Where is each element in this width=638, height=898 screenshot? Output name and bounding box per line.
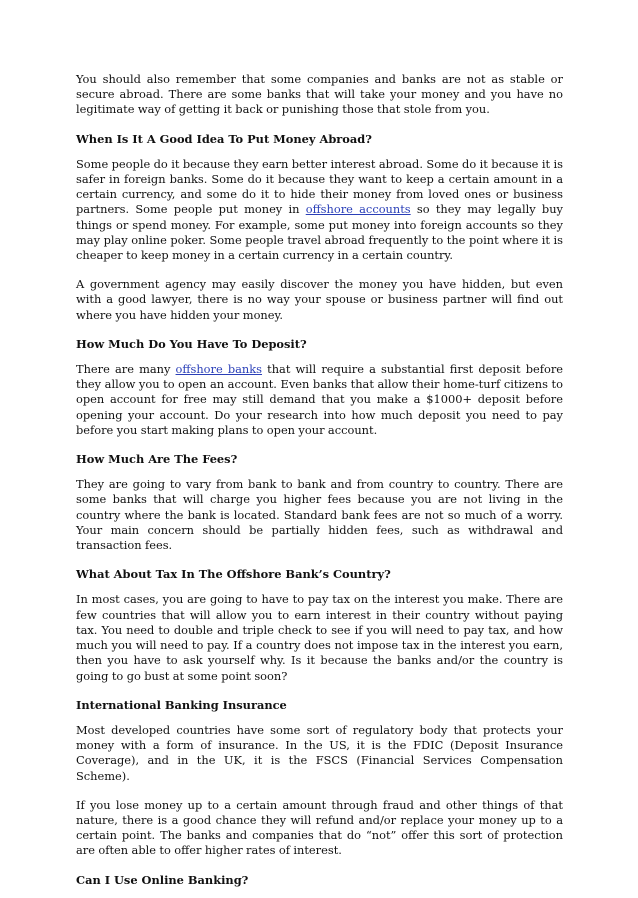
paragraph-deposit-text-2: that will require a substantial first deposit before they allow you to open an account. Even banks that allow their home-turf citizens to open account for free may still demand that you make a $1000+ deposit before opening your account. Do your research into how much deposit you need to pay before you start making plans to open your account. <box>76 362 564 437</box>
paragraph-deposit <box>76 362 563 438</box>
heading-tax: What About Tax In The Offshore Bank’s Country? <box>76 567 391 582</box>
heading-fees: How Much Are The Fees? <box>76 452 238 467</box>
paragraph-refund: If you lose money up to a certain amount through fraud and other things of that nature, there is a good chance they will refund and/or replace your money up to a certain point. The banks and companies that do “not” offer this sort of protection are often able to offer higher rates of interest. <box>76 797 563 858</box>
document-page <box>76 72 563 898</box>
heading-online-banking: Can I Use Online Banking? <box>76 872 249 887</box>
offshore-accounts-link[interactable]: offshore accounts <box>305 202 411 217</box>
paragraph-reasons-text-2: so they may legally buy things or spend money. For example, some put money into foreign accounts so they may play online poker. Some people travel abroad frequently to the point where it is cheaper to keep money in a certain currency in a certain country. <box>76 202 563 263</box>
offshore-banks-link[interactable]: offshore banks <box>175 362 263 377</box>
paragraph-reasons-text-1: Some people do it because they earn better interest abroad. Some do it because it is safer in foreign banks. Some do it because they want to keep a certain amount in a certain currency, and some do it to hide their money from loved ones or business partners. Some people put money in <box>76 156 563 217</box>
paragraph-government-agency: A government agency may easily discover the money you have hidden, but even with a good lawyer, there is no way your spouse or business partner will find out where you have hidden your money. <box>76 277 563 322</box>
heading-deposit: How Much Do You Have To Deposit? <box>76 336 307 351</box>
paragraph-deposit-text-1: There are many <box>76 362 176 377</box>
paragraph-stability-warning: You should also remember that some companies and banks are not as stable or secure abroad. There are some banks that will take your money and you have no legitimate way of getting it back or punishing those that stole from you. <box>76 72 563 117</box>
paragraph-fees: They are going to vary from bank to bank and from country to country. There are some banks that will charge you higher fees because you are not living in the country where the bank is located. Standard bank fees are not so much of a worry. Your main concern should be partially hidden fees, such as withdrawal and transaction fees. <box>76 477 563 553</box>
paragraph-reasons <box>76 157 563 263</box>
paragraph-tax: In most cases, you are going to have to pay tax on the interest you make. There are few countries that will allow you to earn interest in their country without paying tax. You need to double and triple check to see if you will need to pay tax, and how much you will need to pay. If a country does not impose tax in the interest you earn, then you have to ask yourself why. Is it because the banks and/or the country is going to go bust at some point soon? <box>76 592 563 683</box>
heading-insurance: International Banking Insurance <box>76 697 287 712</box>
heading-when-abroad: When Is It A Good Idea To Put Money Abroad? <box>76 131 372 146</box>
paragraph-insurance: Most developed countries have some sort of regulatory body that protects your money with a form of insurance. In the US, it is the FDIC (Deposit Insurance Coverage), and in the UK, it is the FSCS (Financial Services Compensation Scheme). <box>76 722 563 783</box>
